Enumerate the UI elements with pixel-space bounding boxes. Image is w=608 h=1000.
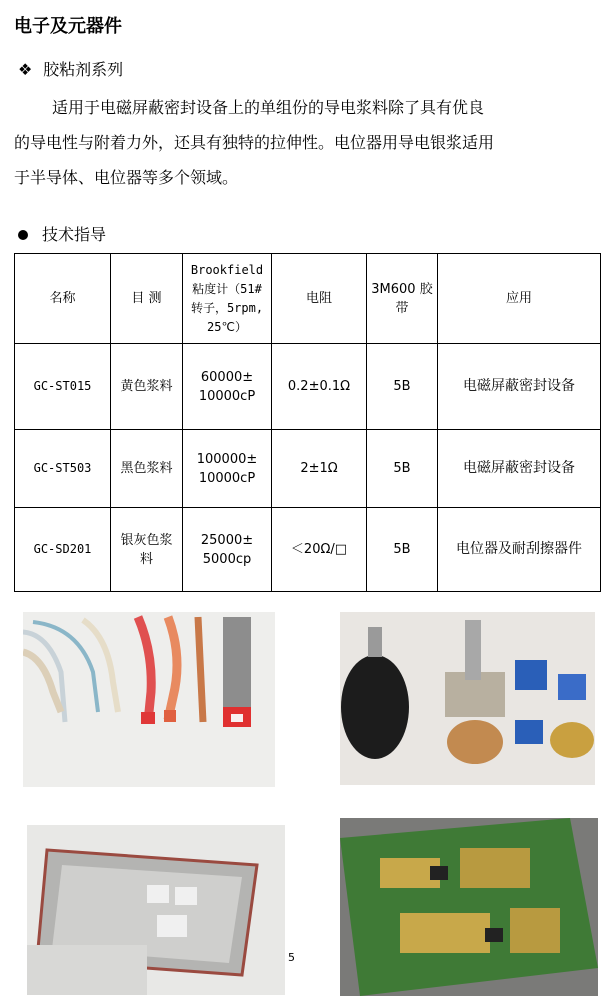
page-number: 5 — [288, 951, 295, 964]
cell-resistance: 0.2±0.1Ω — [272, 344, 367, 430]
cell-viscosity: 60000± 10000cP — [183, 344, 272, 430]
header-cell: 电阻 — [272, 254, 367, 344]
table-row — [15, 344, 601, 430]
cell-application: 电磁屏蔽密封设备 — [438, 430, 601, 508]
section-heading: 电子及元器件 — [14, 16, 122, 37]
cell-tape: 5B — [367, 508, 438, 592]
potentiometer-photo — [340, 612, 595, 785]
header-cell: 3M600 胶 带 — [367, 254, 438, 344]
cell-name: GC-ST015 — [15, 344, 111, 430]
cell-resistance: ＜20Ω/□ — [272, 508, 367, 592]
subsection-title: 技术指导 — [42, 225, 107, 244]
description-paragraph — [14, 90, 594, 195]
cell-appearance: 银灰色浆 料 — [111, 508, 183, 592]
gasket-tubes-photo — [23, 612, 275, 787]
cell-viscosity: 25000± 5000cp — [183, 508, 272, 592]
paragraph-line: 的导电性与附着力外，还具有独特的拉伸性。电位器用导电银浆适用 — [14, 133, 495, 152]
header-cell: Brookfield 粘度计（51# 转子，5rpm, 25℃） — [183, 254, 272, 344]
cell-appearance: 黑色浆料 — [111, 430, 183, 508]
subsection-adhesives — [18, 57, 123, 80]
cell-resistance: 2±1Ω — [272, 430, 367, 508]
subsection-tech-guide — [14, 222, 106, 245]
cell-name: GC-SD201 — [15, 508, 111, 592]
table-header-row — [15, 254, 601, 344]
header-cell: 应用 — [438, 254, 601, 344]
cell-application: 电位器及耐刮擦器件 — [438, 508, 601, 592]
cell-tape: 5B — [367, 344, 438, 430]
header-cell: 目 测 — [111, 254, 183, 344]
cell-viscosity: 100000± 10000cP — [183, 430, 272, 508]
cell-application: 电磁屏蔽密封设备 — [438, 344, 601, 430]
bullet-dot-icon — [18, 230, 28, 240]
paragraph-line: 于半导体、电位器等多个领域。 — [14, 168, 239, 187]
diamond-bullet-icon: ❖ — [18, 60, 33, 79]
paragraph-line: 适用于电磁屏蔽密封设备上的单组份的导电浆料除了具有优良 — [52, 98, 485, 117]
cell-tape: 5B — [367, 430, 438, 508]
header-cell: 名称 — [15, 254, 111, 344]
circuit-board-photo — [340, 818, 598, 996]
cell-appearance: 黄色浆料 — [111, 344, 183, 430]
subsection-title: 胶粘剂系列 — [43, 60, 124, 79]
shield-housing-photo — [27, 825, 285, 995]
table-row — [15, 508, 601, 592]
spec-table — [14, 253, 601, 592]
table-row — [15, 430, 601, 508]
cell-name: GC-ST503 — [15, 430, 111, 508]
